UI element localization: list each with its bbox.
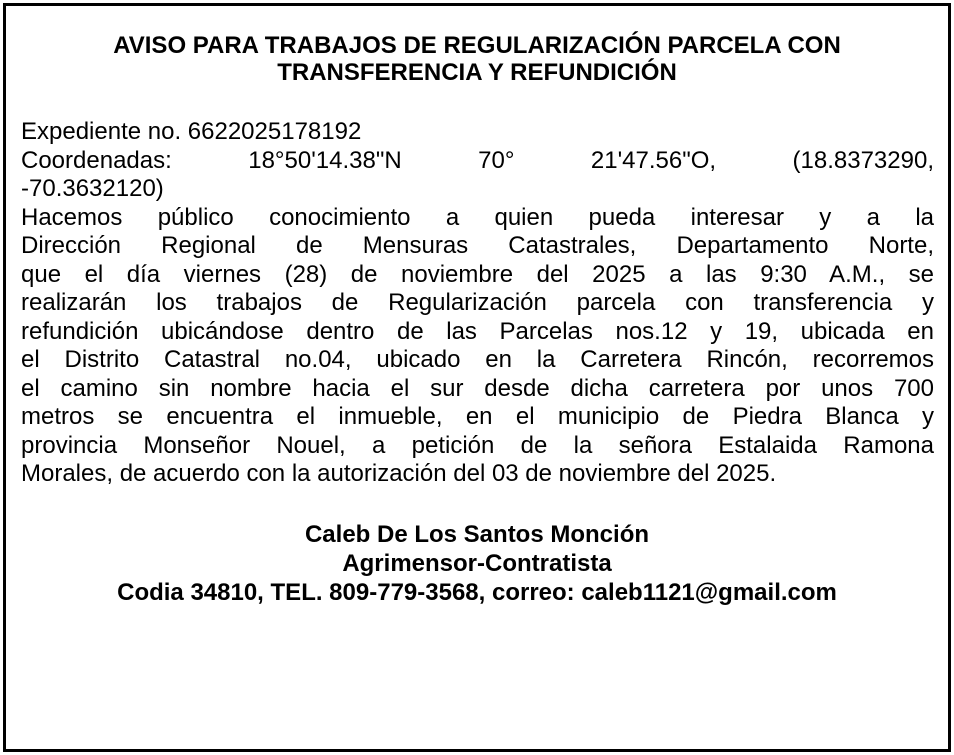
- body-line: el Distrito Catastral no.04, ubicado en la Carretera Rincón, recorremos: [21, 346, 934, 373]
- body-line: refundición ubicándose dentro de las Parcelas nos.12 y 19, ubicada en: [21, 317, 934, 345]
- body-line: que el día viernes (28) de noviembre del 2025 a las 9:30 A.M., se: [21, 260, 934, 288]
- signer-contact: Codia 34810, TEL. 809-779-3568, correo: caleb1121@gmail.com: [117, 578, 837, 606]
- coordinates-line-2: -70.3632120): [21, 175, 164, 202]
- signer-role: Agrimensor-Contratista: [342, 549, 612, 577]
- signer-name: Caleb De Los Santos Monción: [304, 520, 650, 548]
- coordinates-line-1: Coordenadas: 18°50'14.38"N 70° 21'47.56"O, (18.8373290,: [21, 146, 934, 174]
- legal-notice: [3, 3, 951, 752]
- body-line-last: Morales, de acuerdo con la autorización del 03 de noviembre del 2025.: [21, 460, 777, 487]
- body-line: provincia Monseñor Nouel, a petición de la señora Estalaida Ramona: [21, 431, 934, 459]
- signature-block: [6, 520, 948, 607]
- notice-title: [6, 32, 948, 86]
- body-line: Dirección Regional de Mensuras Catastrales, Departamento Norte,: [21, 232, 934, 259]
- expediente-number: Expediente no. 6622025178192: [21, 118, 362, 145]
- body-line: Hacemos público conocimiento a quien pueda interesar y a la: [21, 203, 934, 231]
- body-line: metros se encuentra el inmueble, en el municipio de Piedra Blanca y: [21, 403, 934, 430]
- body-line: el camino sin nombre hacia el sur desde dicha carretera por unos 700: [21, 374, 934, 402]
- notice-body: [6, 118, 948, 489]
- body-line: realizarán los trabajos de Regularización parcela con transferencia y: [21, 289, 934, 316]
- title-line-1: AVISO PARA TRABAJOS DE REGULARIZACIÓN PARCELA CON: [113, 32, 841, 59]
- title-line-2: TRANSFERENCIA Y REFUNDICIÓN: [277, 59, 677, 86]
